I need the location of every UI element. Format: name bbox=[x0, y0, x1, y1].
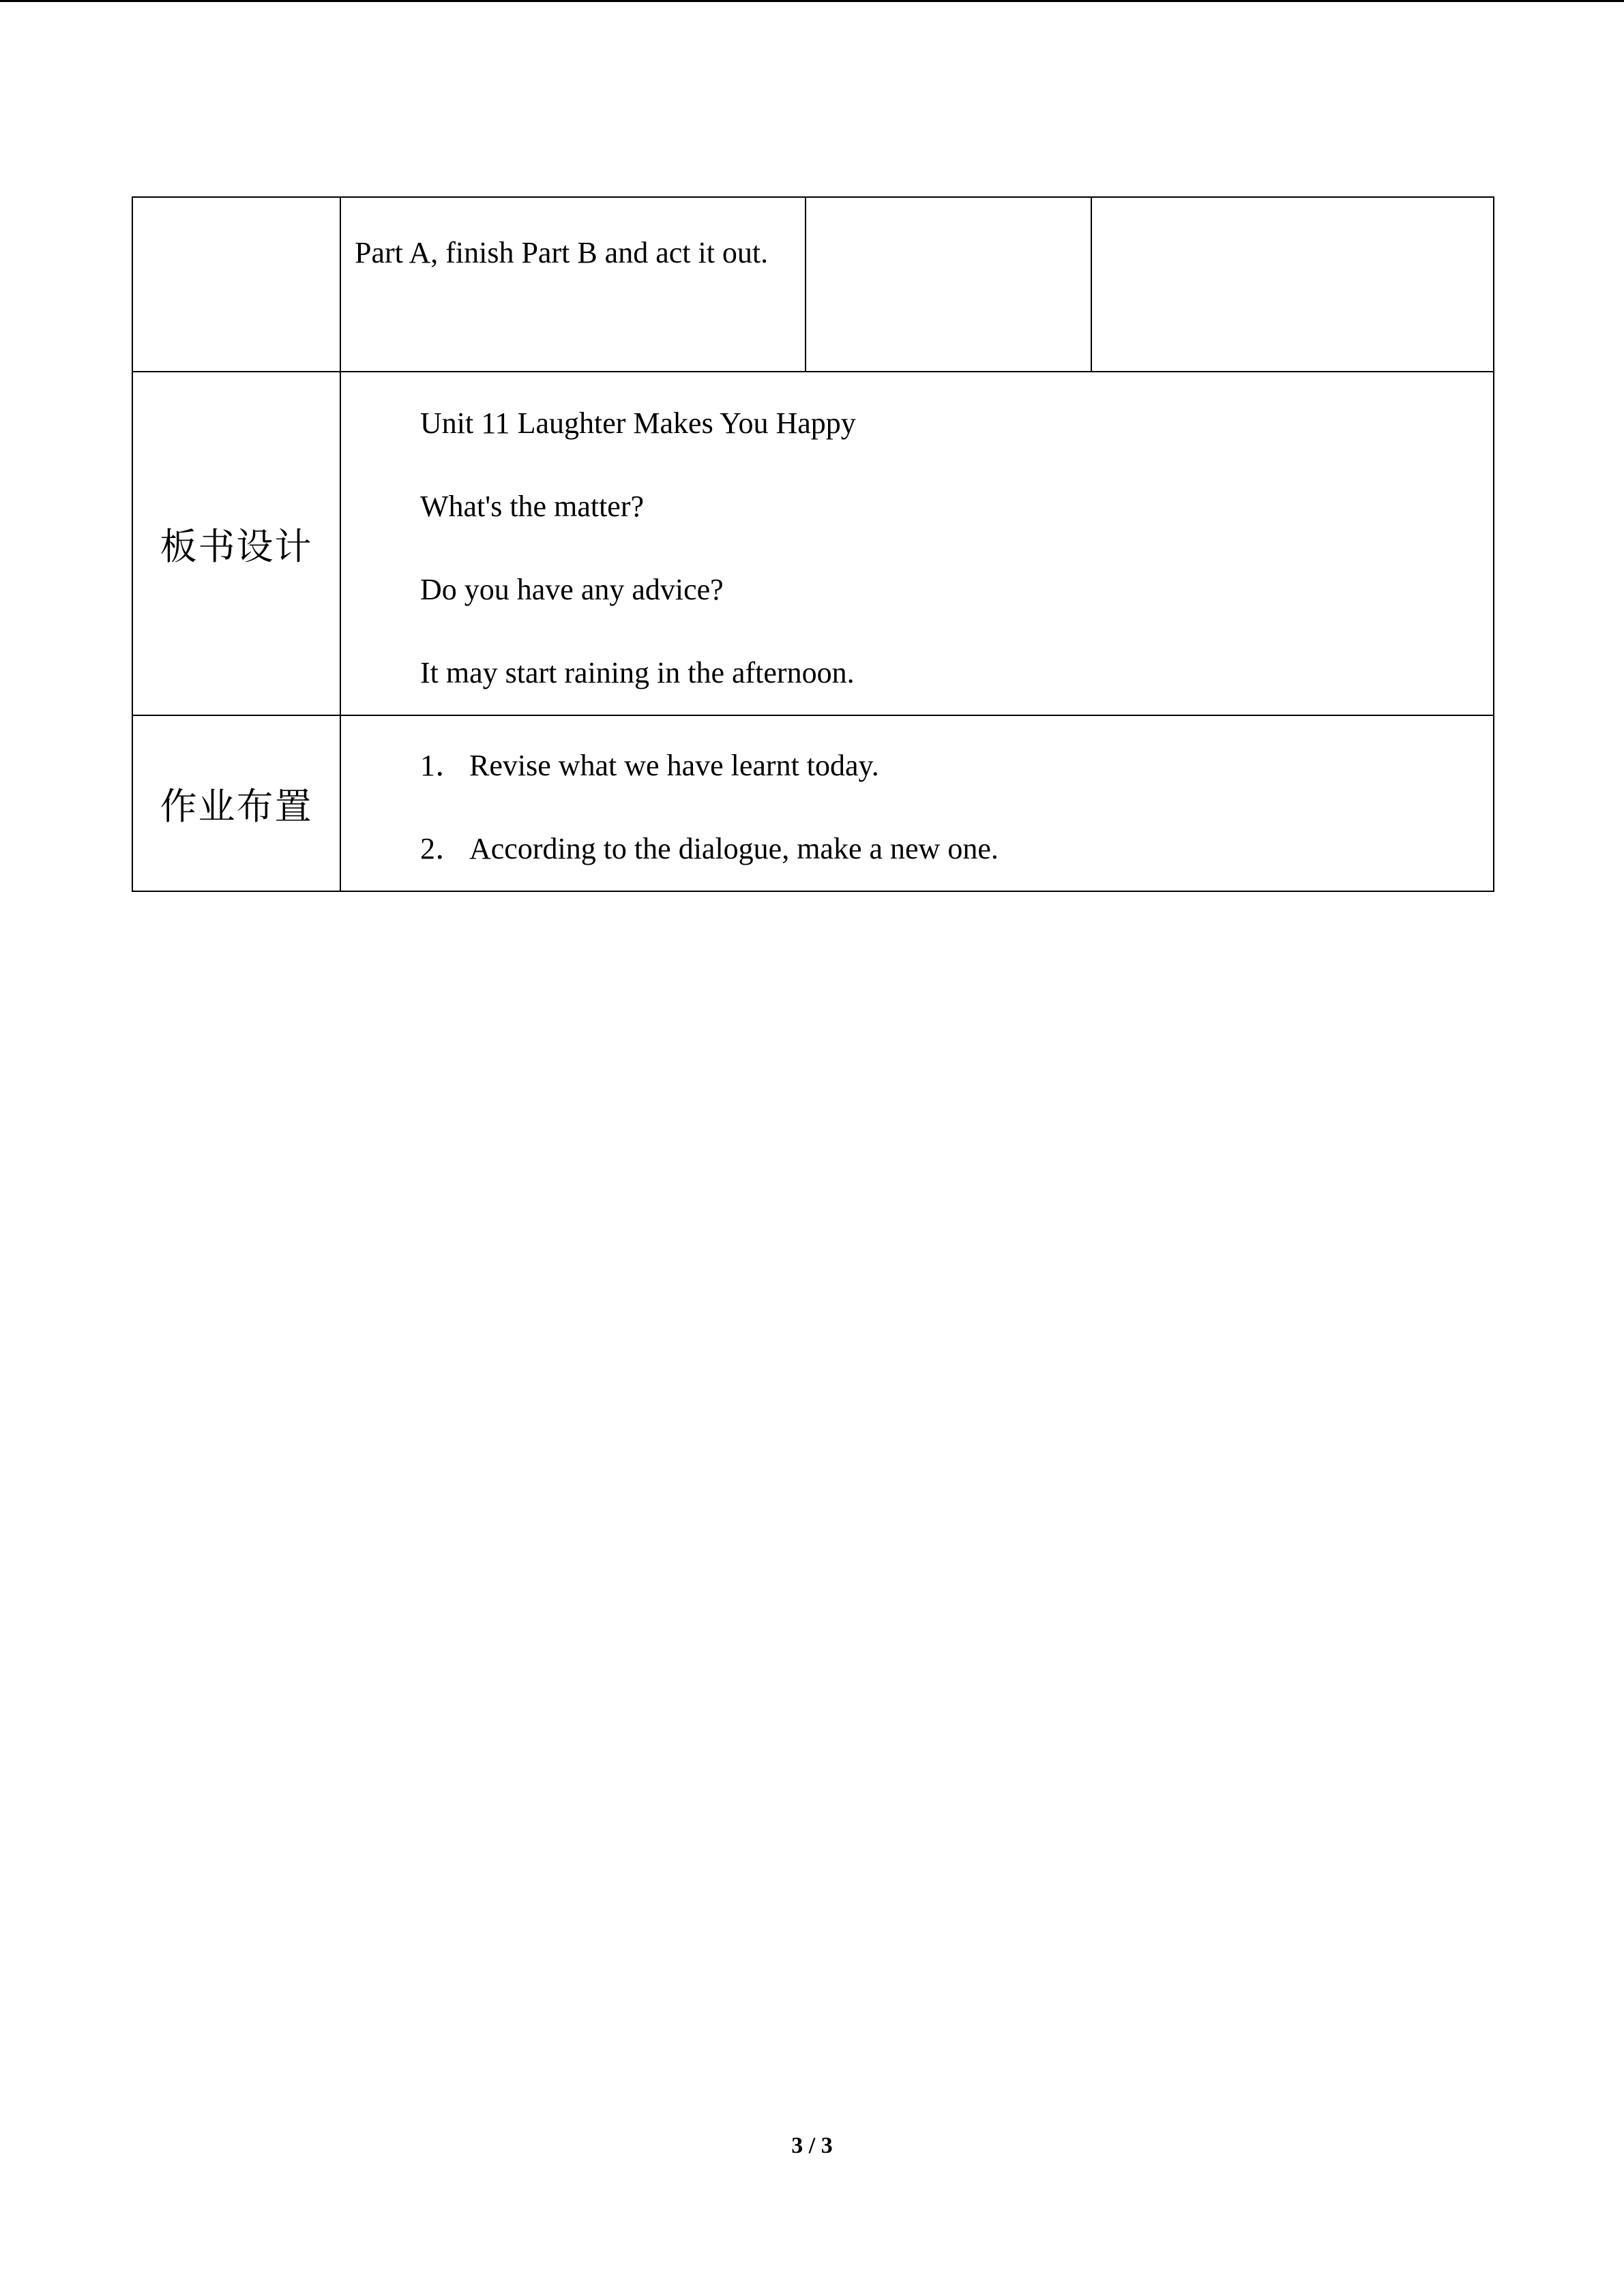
homework-item bbox=[420, 724, 1493, 807]
board-line: What's the matter? bbox=[420, 490, 645, 523]
homework-item bbox=[420, 807, 1493, 891]
board-design-content bbox=[340, 372, 1494, 715]
table-row-board-design bbox=[132, 372, 1494, 715]
empty-label-cell bbox=[132, 197, 340, 372]
homework-item-number: 2． bbox=[420, 832, 465, 865]
continued-content-cell bbox=[340, 197, 806, 372]
homework-item-text: According to the dialogue, make a new one. bbox=[469, 832, 999, 865]
table-row-homework bbox=[132, 715, 1494, 891]
homework-content bbox=[340, 715, 1494, 891]
homework-label: 作业布置 bbox=[132, 715, 340, 891]
page-number: 3 / 3 bbox=[791, 2133, 833, 2158]
board-design-label: 板书设计 bbox=[132, 372, 340, 715]
board-line: It may start raining in the afternoon. bbox=[420, 656, 855, 689]
homework-item-number: 1． bbox=[420, 749, 465, 782]
table-row-continued bbox=[132, 197, 1494, 372]
board-line: Do you have any advice? bbox=[420, 573, 724, 606]
continued-text: Part A, finish Part B and act it out. bbox=[355, 236, 769, 269]
empty-cell-3 bbox=[806, 197, 1091, 372]
empty-cell-4 bbox=[1091, 197, 1494, 372]
board-line-title: Unit 11 Laughter Makes You Happy bbox=[420, 406, 856, 440]
homework-item-text: Revise what we have learnt today. bbox=[469, 749, 879, 782]
lesson-plan-table bbox=[132, 196, 1494, 892]
top-border-line bbox=[0, 0, 1624, 2]
